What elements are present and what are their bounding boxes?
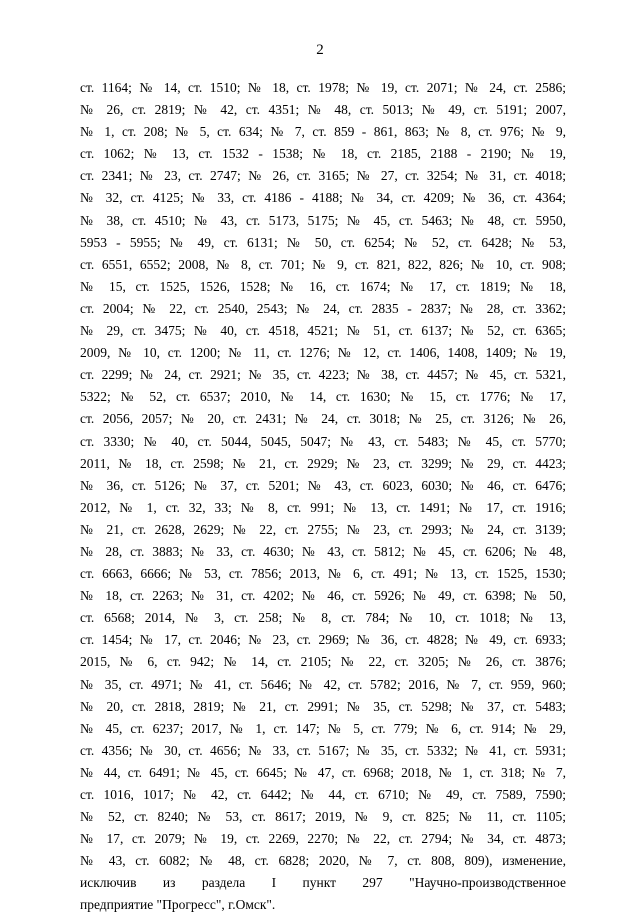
text-line: предприятие "Прогресс", г.Омск". (80, 897, 276, 913)
text-line: 2015, № 6, ст. 942; № 14, ст. 2105; № 22, ст. 3205; № 26, ст. 3876; (80, 654, 566, 670)
text-line: ст. 6663, 6666; № 53, ст. 7856; 2013, № 6, ст. 491; № 13, ст. 1525, 1530; (80, 566, 566, 582)
page-number: 2 (316, 42, 324, 58)
text-line: № 29, ст. 3475; № 40, ст. 4518, 4521; № 51, ст. 6137; № 52, ст. 6365; (80, 323, 566, 339)
text-line: № 36, ст. 5126; № 37, ст. 5201; № 43, ст. 6023, 6030; № 46, ст. 6476; (80, 477, 566, 493)
text-line: № 35, ст. 4971; № 41, ст. 5646; № 42, ст. 5782; 2016, № 7, ст. 959, 960; (80, 676, 566, 692)
text-line: исключив из раздела I пункт 297 "Научно-производственное (80, 875, 566, 891)
text-line: № 45, ст. 6237; 2017, № 1, ст. 147; № 5, ст. 779; № 6, ст. 914; № 29, (80, 720, 566, 736)
text-line: 5322; № 52, ст. 6537; 2010, № 14, ст. 1630; № 15, ст. 1776; № 17, (80, 389, 566, 405)
text-line: ст. 4356; № 30, ст. 4656; № 33, ст. 5167; № 35, ст. 5332; № 41, ст. 5931; (80, 742, 566, 758)
text-line: 2009, № 10, ст. 1200; № 11, ст. 1276; № 12, ст. 1406, 1408, 1409; № 19, (80, 345, 566, 361)
text-line: ст. 3330; № 40, ст. 5044, 5045, 5047; № 43, ст. 5483; № 45, ст. 5770; (80, 433, 566, 449)
text-line: № 18, ст. 2263; № 31, ст. 4202; № 46, ст. 5926; № 49, ст. 6398; № 50, (80, 588, 566, 604)
text-line: № 1, ст. 208; № 5, ст. 634; № 7, ст. 859 - 861, 863; № 8, ст. 976; № 9, (80, 124, 566, 140)
text-line: № 15, ст. 1525, 1526, 1528; № 16, ст. 1674; № 17, ст. 1819; № 18, (80, 278, 566, 294)
text-line: ст. 1164; № 14, ст. 1510; № 18, ст. 1978; № 19, ст. 2071; № 24, ст. 2586; (80, 80, 566, 95)
text-line: № 32, ст. 4125; № 33, ст. 4186 - 4188; № 34, ст. 4209; № 36, ст. 4364; (80, 190, 566, 206)
text-line: 5953 - 5955; № 49, ст. 6131; № 50, ст. 6254; № 52, ст. 6428; № 53, (80, 234, 566, 250)
text-line: № 20, ст. 2818, 2819; № 21, ст. 2991; № 35, ст. 5298; № 37, ст. 5483; (80, 698, 566, 714)
text-line: № 44, ст. 6491; № 45, ст. 6645; № 47, ст. 6968; 2018, № 1, ст. 318; № 7, (80, 764, 566, 780)
text-line: № 43, ст. 6082; № 48, ст. 6828; 2020, № 7, ст. 808, 809), изменение, (80, 853, 566, 869)
text-line: № 21, ст. 2628, 2629; № 22, ст. 2755; № 23, ст. 2993; № 24, ст. 3139; (80, 521, 566, 537)
text-line: ст. 2056, 2057; № 20, ст. 2431; № 24, ст. 3018; № 25, ст. 3126; № 26, (80, 411, 566, 427)
text-line: 2012, № 1, ст. 32, 33; № 8, ст. 991; № 13, ст. 1491; № 17, ст. 1916; (80, 499, 566, 515)
text-line: № 52, ст. 8240; № 53, ст. 8617; 2019, № 9, ст. 825; № 11, ст. 1105; (80, 809, 566, 825)
text-line: 2011, № 18, ст. 2598; № 21, ст. 2929; № 23, ст. 3299; № 29, ст. 4423; (80, 455, 566, 471)
text-line: ст. 2004; № 22, ст. 2540, 2543; № 24, ст. 2835 - 2837; № 28, ст. 3362; (80, 300, 566, 316)
text-line: ст. 2341; № 23, ст. 2747; № 26, ст. 3165; № 27, ст. 3254; № 31, ст. 4018; (80, 168, 566, 184)
text-line: ст. 6551, 6552; 2008, № 8, ст. 701; № 9, ст. 821, 822, 826; № 10, ст. 908; (80, 256, 566, 272)
text-line: № 17, ст. 2079; № 19, ст. 2269, 2270; № 22, ст. 2794; № 34, ст. 4873; (80, 831, 566, 847)
text-line: ст. 1062; № 13, ст. 1532 - 1538; № 18, ст. 2185, 2188 - 2190; № 19, (80, 146, 566, 162)
text-line: ст. 1016, 1017; № 42, ст. 6442; № 44, ст. 6710; № 49, ст. 7589, 7590; (80, 787, 566, 802)
text-line: ст. 2299; № 24, ст. 2921; № 35, ст. 4223; № 38, ст. 4457; № 45, ст. 5321, (80, 367, 566, 383)
text-line: № 38, ст. 4510; № 43, ст. 5173, 5175; № 45, ст. 5463; № 48, ст. 5950, (80, 212, 566, 228)
text-line: ст. 6568; 2014, № 3, ст. 258; № 8, ст. 784; № 10, ст. 1018; № 13, (80, 610, 566, 626)
text-line: № 28, ст. 3883; № 33, ст. 4630; № 43, ст. 5812; № 45, ст. 6206; № 48, (80, 543, 566, 559)
text-line: ст. 1454; № 17, ст. 2046; № 23, ст. 2969; № 36, ст. 4828; № 49, ст. 6933; (80, 632, 566, 648)
body-text (80, 77, 566, 917)
text-line: № 26, ст. 2819; № 42, ст. 4351; № 48, ст. 5013; № 49, ст. 5191; 2007, (80, 102, 566, 118)
